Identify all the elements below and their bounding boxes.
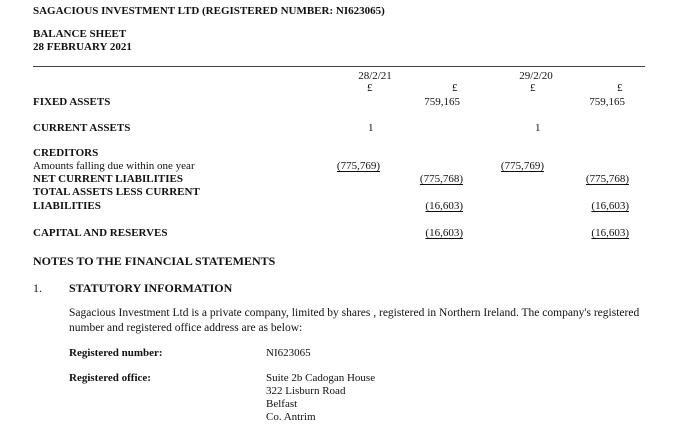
net-current-liabilities-prior: (775,768) xyxy=(585,173,629,185)
fixed-assets-current: 759,165 xyxy=(424,96,460,108)
company-header: SAGACIOUS INVESTMENT LTD (REGISTERED NUMBER: NI623065) xyxy=(33,5,385,17)
note-paragraph: Sagacious Investment Ltd is a private company, limited by shares , registered in Northern Ireland. The company's registered number and registered office address are as below: xyxy=(69,307,640,334)
net-current-liabilities-label: NET CURRENT LIABILITIES xyxy=(33,173,183,185)
page-title: BALANCE SHEET xyxy=(33,28,127,40)
notes-heading: NOTES TO THE FINANCIAL STATEMENTS xyxy=(33,254,276,268)
office-address-line: Suite 2b Cadogan House xyxy=(266,372,376,384)
registered-office-label: Registered office: xyxy=(69,372,151,384)
office-address-line: 322 Lisburn Road xyxy=(266,385,346,397)
current-detail-currency: £ xyxy=(367,82,373,94)
note-title: STATUTORY INFORMATION xyxy=(69,281,233,295)
capital-reserves-current: (16,603) xyxy=(425,227,463,239)
creditors-due-current: (775,769) xyxy=(336,160,380,172)
creditors-label: CREDITORS xyxy=(33,147,99,159)
current-assets-label: CURRENT ASSETS xyxy=(33,122,131,134)
note-number: 1. xyxy=(33,281,42,295)
registered-number-value: NI623065 xyxy=(266,347,311,359)
net-current-liabilities-current: (775,768) xyxy=(419,173,463,185)
office-address-line: Belfast xyxy=(266,398,298,410)
prior-detail-currency: £ xyxy=(530,82,536,94)
current-total-currency: £ xyxy=(452,82,458,94)
creditors-due-prior: (775,769) xyxy=(500,160,544,172)
header-divider xyxy=(33,66,645,67)
registered-number-label: Registered number: xyxy=(69,347,163,359)
total-assets-prior: (16,603) xyxy=(591,200,629,212)
current-assets-prior: 1 xyxy=(535,122,541,134)
total-assets-label-line2: LIABILITIES xyxy=(33,200,101,212)
current-period-header: 28/2/21 xyxy=(358,70,392,82)
capital-reserves-label: CAPITAL AND RESERVES xyxy=(33,227,168,239)
total-assets-label-line1: TOTAL ASSETS LESS CURRENT xyxy=(33,186,200,198)
total-assets-current: (16,603) xyxy=(425,200,463,212)
prior-period-header: 29/2/20 xyxy=(519,70,553,82)
fixed-assets-label: FIXED ASSETS xyxy=(33,96,111,108)
statement-date: 28 FEBRUARY 2021 xyxy=(33,41,132,53)
creditors-due-label: Amounts falling due within one year xyxy=(33,160,195,172)
office-address-line: Co. Antrim xyxy=(266,411,316,423)
current-assets-current: 1 xyxy=(368,122,374,134)
capital-reserves-prior: (16,603) xyxy=(591,227,629,239)
fixed-assets-prior: 759,165 xyxy=(589,96,625,108)
prior-total-currency: £ xyxy=(617,82,623,94)
